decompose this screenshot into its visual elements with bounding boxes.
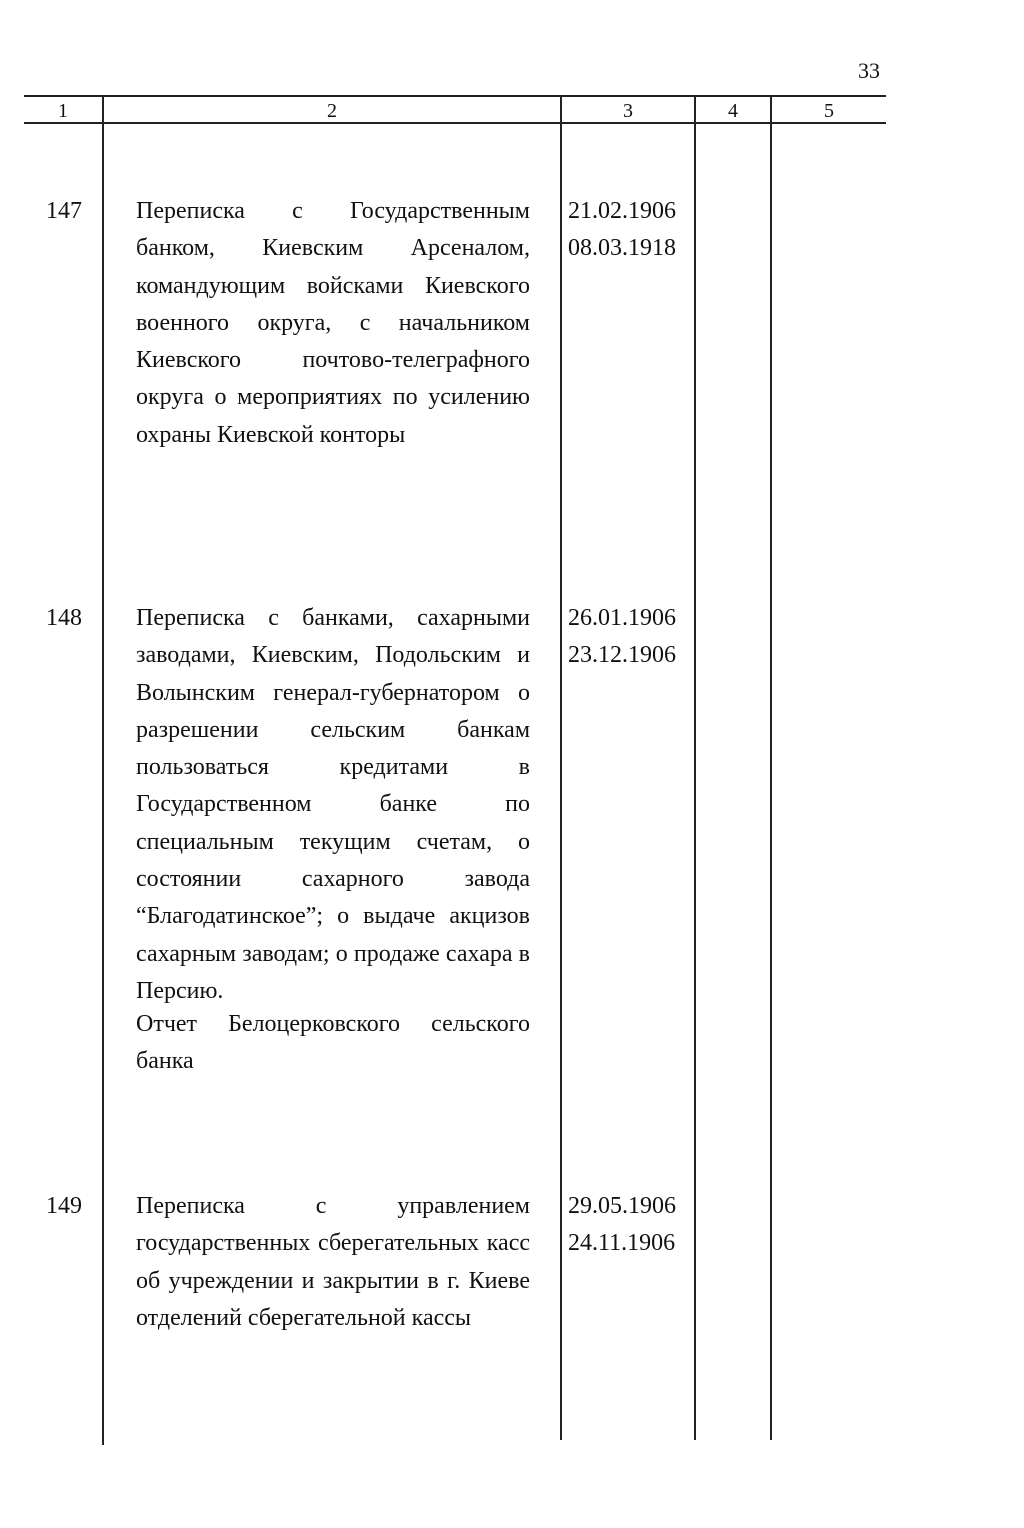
date-start: 26.01.1906 <box>568 605 676 631</box>
record-description: Переписка с Государственным банком, Киевским Арсеналом, командующим войсками Киевского военного округа, с начальником Киевского почтово-телеграфного округа о мероприятиях по усилению охраны Киевской конторы <box>136 198 530 448</box>
record-description-extra: Отчет Белоцерковского сельского банка <box>136 1011 530 1075</box>
record-dates <box>568 600 676 675</box>
column-divider-4 <box>770 95 772 1440</box>
date-start: 29.05.1906 <box>568 1193 676 1219</box>
record-description: Переписка с управлением государственных сберегательных касс об учреждении и закрытии в г. Киеве отделений сберегательной кассы <box>136 1193 530 1331</box>
record-dates <box>568 1188 676 1263</box>
record-number: 147 <box>46 198 82 224</box>
header-top-rule <box>24 95 886 97</box>
column-header-1: 1 <box>58 100 68 122</box>
page-number: 33 <box>858 58 880 83</box>
column-divider-2 <box>560 95 562 1440</box>
column-divider-1 <box>102 95 104 1445</box>
column-header-2: 2 <box>327 100 337 122</box>
date-start: 21.02.1906 <box>568 198 676 224</box>
column-header-4: 4 <box>728 100 738 122</box>
record-dates <box>568 193 676 268</box>
record-number: 148 <box>46 605 82 631</box>
column-header-5: 5 <box>824 100 834 122</box>
date-end: 08.03.1918 <box>568 235 676 262</box>
date-end: 24.11.1906 <box>568 1230 676 1257</box>
column-divider-3 <box>694 95 696 1440</box>
record-number: 149 <box>46 1193 82 1219</box>
column-header-3: 3 <box>623 100 633 122</box>
record-description: Переписка с банками, сахарными заводами, Киевским, Подольским и Волынским генерал-губернатором о разрешении сельским банкам пользоваться кредитами в Государственном банке по специальным текущим счетам, о состоянии сахарного завода “Благодатинское”; о выдаче акцизов сахарным заводам; о продаже сахара в Персию. <box>136 605 530 1004</box>
date-end: 23.12.1906 <box>568 642 676 669</box>
